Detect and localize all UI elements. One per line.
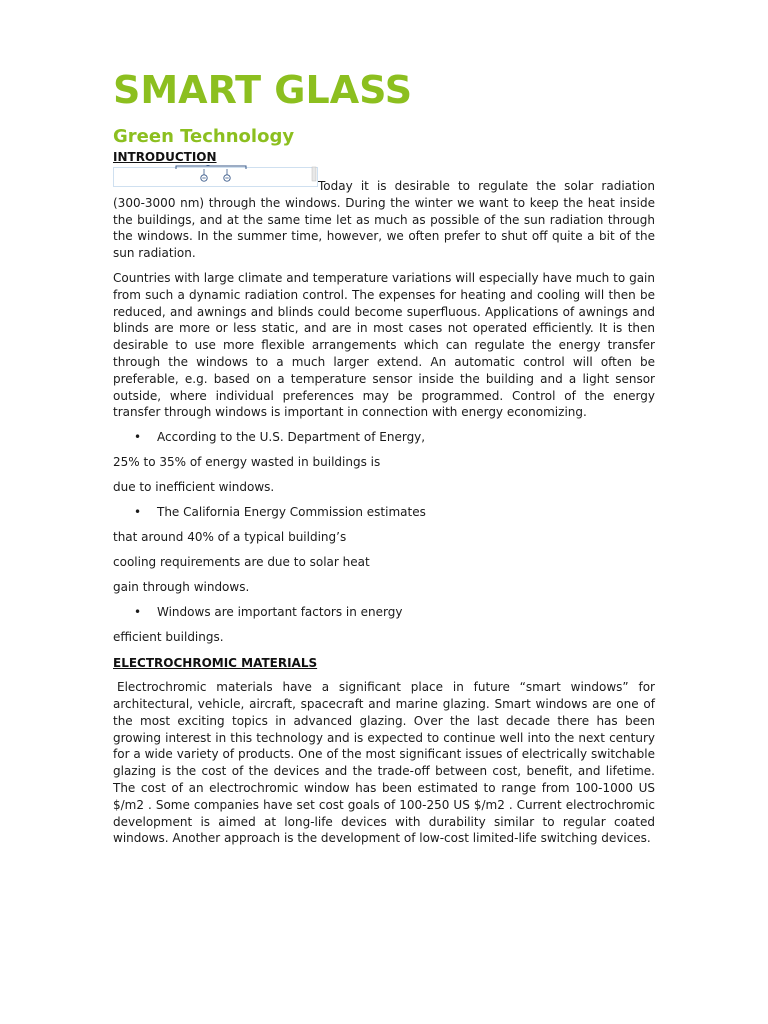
electrochromic-paragraph: Electrochromic materials have a significant place in future “smart windows” for architectural, vehicle, aircraft, spacecraft and marine glazing. Smart windows are one of the most exciting topics in advanced glazing. Over the last decade there has been growing interest in this technology and is expected to continue well into the next century for a wide variety of products. One of the most significant issues of electrically switchable glazing is the cost of the devices and the trade-off between cost, benefit, and lifetime. The cost of an electrochromic window has been estimated to range from 100-1000 US $/m2 . Some companies have set cost goals of 100-250 US $/m2 . Current electrochromic development is aimed at long-life devices with durability similar to regular coated windows. Another approach is the development of low-cost limited-life switching devices. [113, 680, 655, 846]
document-subtitle: Green Technology [113, 126, 295, 147]
document-content [113, 68, 655, 847]
introduction-heading: INTRODUCTION [113, 150, 217, 164]
text-line: that around 40% of a typical building’s [113, 530, 347, 545]
circuit-diagram-icon [114, 165, 319, 189]
document-title: SMART GLASS [113, 68, 413, 112]
bullet-item-energy-dept: • According to the U.S. Department of Energy, [113, 429, 655, 446]
bullet-item-windows: • Windows are important factors in energy [113, 604, 655, 621]
text-line: 25% to 35% of energy wasted in buildings is [113, 455, 381, 470]
electrochromic-heading: ELECTROCHROMIC MATERIALS [113, 656, 318, 671]
intro-paragraph-1: Today it is desirable to regulate the solar radiation (300-3000 nm) through the windows. During the winter we want to keep the heat inside the buildings, and at the same time let as much as possible of the sun radiation through the windows. In the summer time, however, we often prefer to shut off quite a bit of the sun radiation. [113, 179, 655, 261]
intro-paragraph-2: Countries with large climate and temperature variations will especially have much to gain from such a dynamic radiation control. The expenses for heating and cooling will then be reduced, and awnings and blinds could become superfluous. Applications of awnings and blinds are more or less static, and are in most cases not operated efficiently. It is then desirable to use more flexible arrangements which can regulate the energy transfer through the windows to a much larger extend. An automatic control will often be preferable, e.g. based on a temperature sensor inside the building and a light sensor outside, where individual preferences may be programmed. Control of the energy transfer through windows is important in connection with energy economizing. [113, 270, 655, 420]
text-line: due to inefficient windows. [113, 480, 275, 495]
bullet-item-california: • The California Energy Commission estimates [113, 504, 655, 521]
text-line: gain through windows. [113, 580, 250, 595]
text-line: cooling requirements are due to solar heat [113, 555, 370, 570]
text-line: efficient buildings. [113, 630, 224, 645]
circuit-figure [113, 167, 318, 187]
